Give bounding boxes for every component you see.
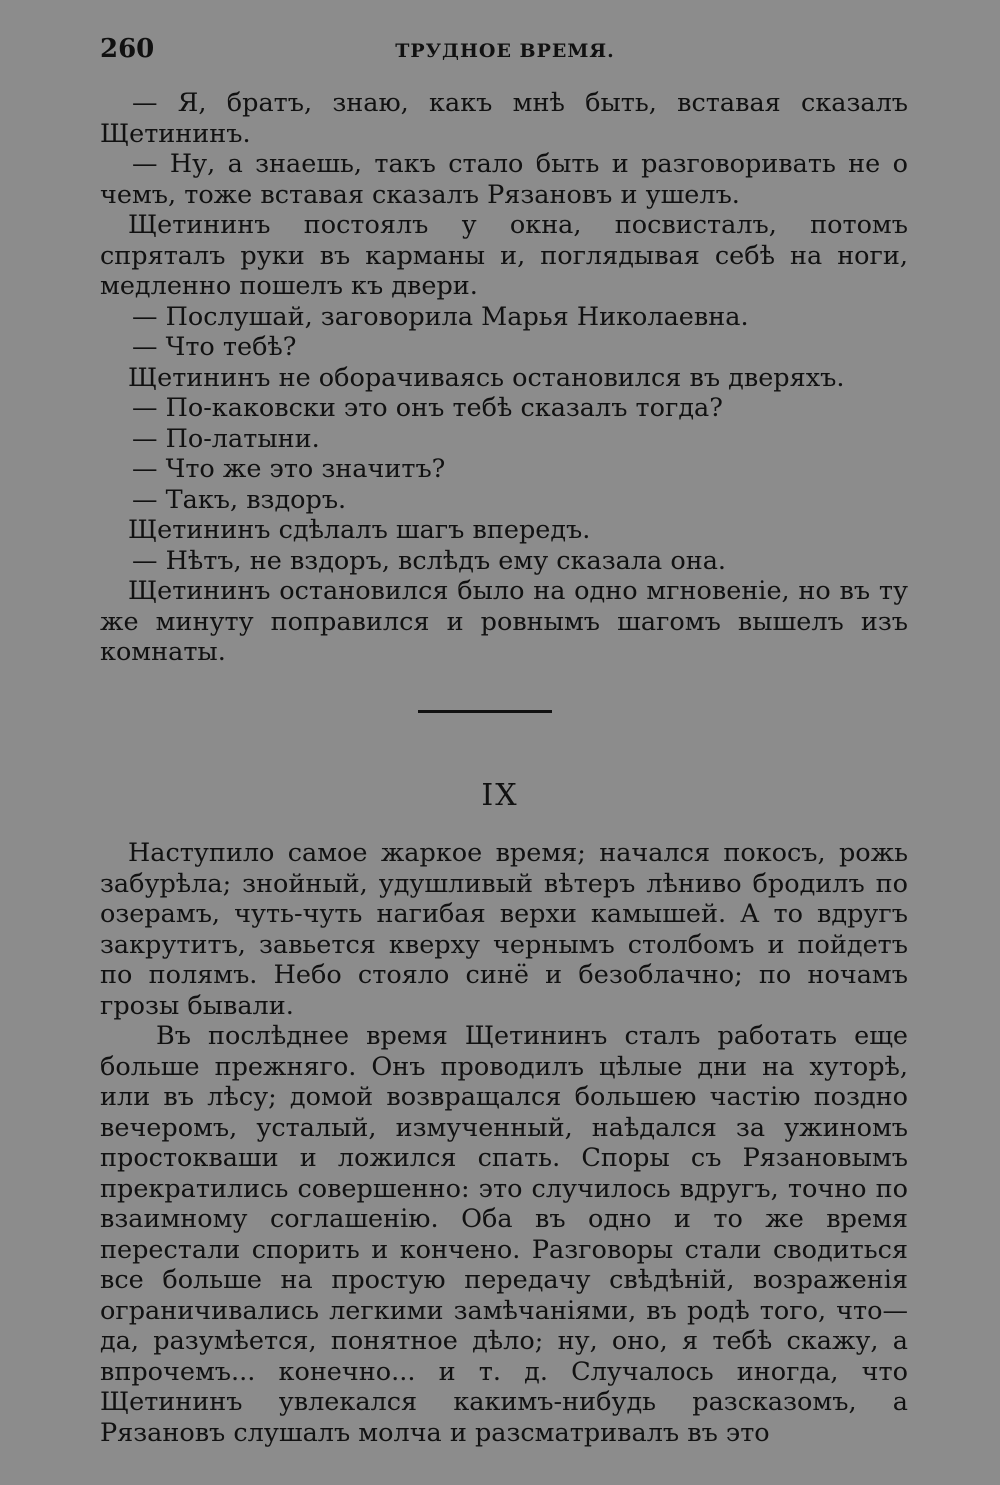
- page-header: [100, 34, 910, 68]
- paragraph: Щетининъ сдѣлалъ шагъ впередъ.: [128, 515, 591, 545]
- paragraph: Щетининъ остановился было на одно мгновеніе, но въ ту же минуту поправился и ровнымъ шагомъ вышелъ изъ комнаты.: [100, 576, 908, 667]
- paragraph: — Послушай, заговорила Марья Николаевна.: [132, 301, 749, 332]
- text-section-2: [100, 838, 908, 1448]
- paragraph: — По-каковски это онъ тебѣ сказалъ тогда?: [132, 393, 723, 423]
- page-number: 260: [100, 34, 155, 64]
- paragraph: — Что тебѣ?: [132, 332, 297, 362]
- paragraph: Щетининъ не оборачиваясь остановился въ дверяхъ.: [128, 362, 845, 393]
- paragraph: — Ну, а знаешь, такъ стало быть и разговоривать не о чемъ, тоже вставая сказалъ Рязановъ и ушелъ.: [100, 149, 908, 210]
- paragraph: — Нѣтъ, не вздоръ, вслѣдъ ему сказала она.: [132, 545, 727, 576]
- paragraph: Въ послѣднее время Щетининъ сталъ работать еще больше прежняго. Онъ проводилъ цѣлые дни на хуторѣ, или въ лѣсу; домой возвращался большею частію поздно вечеромъ, усталый, измученный, наѣдался за ужиномъ простокваши и ложился спать. Споры съ Рязановымъ прекратились совершенно: это случилось вдругъ, точно по взаимному соглашенію. Оба въ одно и то же время перестали спорить и кончено. Разговоры стали сводиться все больше на простую передачу свѣдѣній, возраженія ограничивались легкими замѣчаніями, въ родѣ того, что—да, разумѣется, понятное дѣло; ну, оно, я тебѣ скажу, а впрочемъ... конечно... и т. д. Случалось иногда, что Щетининъ увлекался какимъ-нибудь разсказомъ, а Рязановъ слушалъ молча и разсматривалъ въ это: [100, 1021, 908, 1448]
- paragraph: — Я, братъ, знаю, какъ мнѣ быть, вставая сказалъ Щетининъ.: [100, 88, 908, 149]
- paragraph: Наступило самое жаркое время; начался покосъ, рожь забурѣла; знойный, удушливый вѣтеръ лѣниво бродилъ по озерамъ, чуть-чуть нагибая верхи камышей. А то вдругъ закрутитъ, завьется кверху чернымъ столбомъ и пойдетъ по полямъ. Небо стояло синё и безоблачно; по ночамъ грозы бывали.: [100, 838, 908, 1021]
- text-section-1: [100, 88, 908, 668]
- section-divider: [418, 710, 552, 713]
- chapter-heading: IX: [481, 778, 519, 813]
- paragraph: — Что же это значитъ?: [132, 454, 446, 484]
- paragraph: — Такъ, вздоръ.: [132, 484, 347, 515]
- running-title: ТРУДНОЕ ВРЕМЯ.: [395, 40, 615, 62]
- paragraph: Щетининъ постоялъ у окна, посвисталъ, потомъ спряталъ руки въ карманы и, поглядывая себѣ на ноги, медленно пошелъ къ двери.: [100, 210, 908, 301]
- paragraph: — По-латыни.: [132, 423, 320, 454]
